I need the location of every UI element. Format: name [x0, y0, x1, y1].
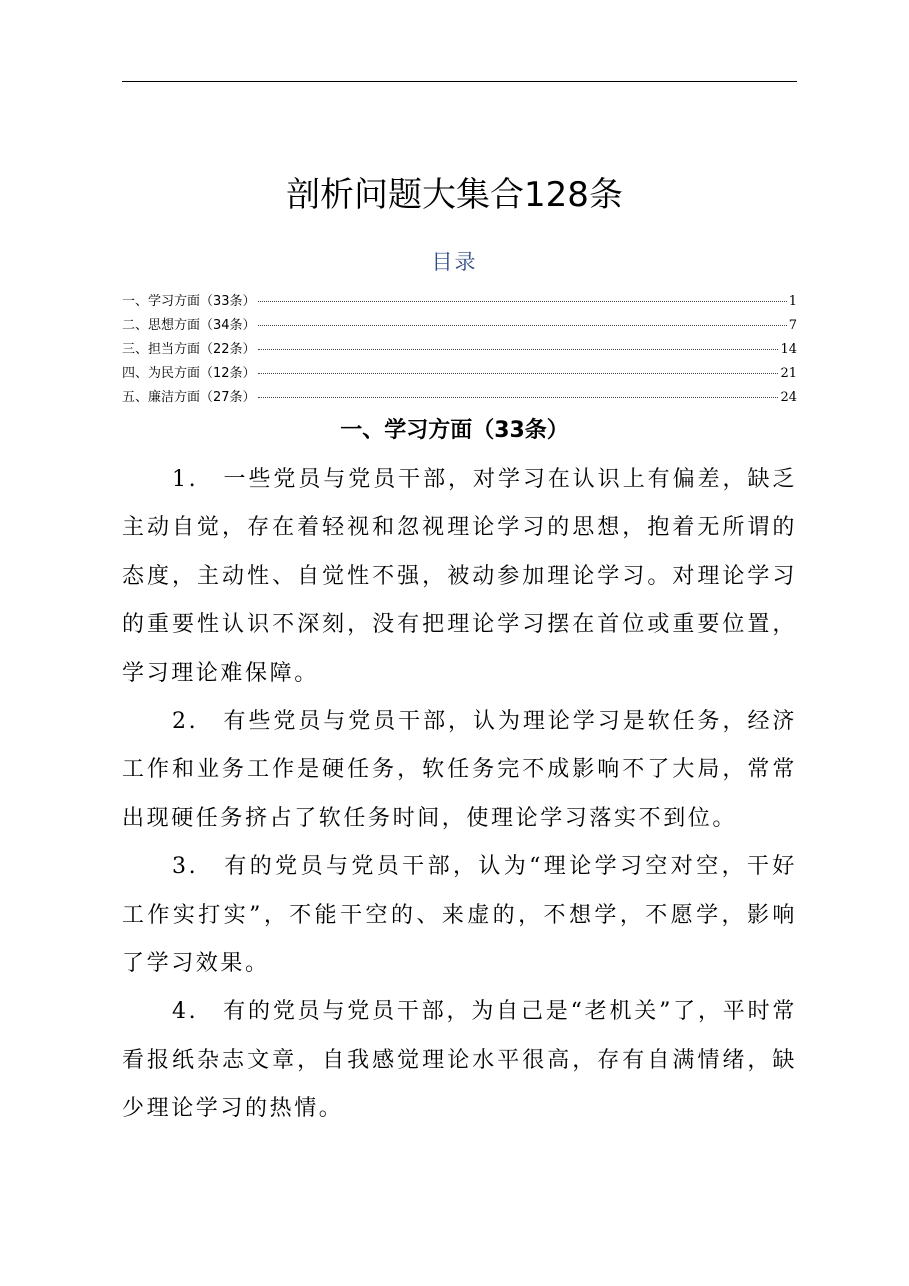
paragraph: 4. 有的党员与党员干部，为自己是“老机关”了，平时常看报纸杂志文章，自我感觉理论水平很高，存有自满情绪，缺少理论学习的热情。	[122, 999, 797, 1122]
toc-heading: 目录	[431, 250, 478, 274]
table-of-contents	[122, 290, 797, 410]
toc-entry[interactable]	[122, 314, 797, 338]
toc-leader-dots	[258, 373, 779, 374]
toc-entry-page: 1	[788, 294, 797, 309]
header-rule	[122, 81, 797, 82]
toc-entry-label: 三、担当方面（22条）	[122, 342, 256, 357]
toc-entry-label: 四、为民方面（12条）	[122, 366, 256, 381]
toc-leader-dots	[258, 349, 779, 350]
document-title: 剖析问题大集合128条	[286, 175, 623, 215]
section-heading: 一、学习方面（33条）	[340, 418, 569, 443]
toc-entry[interactable]	[122, 386, 797, 410]
toc-entry-label: 五、廉洁方面（27条）	[122, 390, 256, 405]
body-text	[122, 456, 797, 1134]
toc-entry-page: 24	[780, 390, 797, 405]
paragraph: 2. 有些党员与党员干部，认为理论学习是软任务，经济工作和业务工作是硬任务，软任务完不成影响不了大局，常常出现硬任务挤占了软任务时间，使理论学习落实不到位。	[122, 709, 797, 831]
paragraph: 3. 有的党员与党员干部，认为“理论学习空对空，干好工作实打实”，不能干空的、来虚的，不想学，不愿学，影响了学习效果。	[122, 854, 797, 977]
toc-entry-page: 21	[780, 366, 797, 381]
toc-entry-label: 二、思想方面（34条）	[122, 318, 256, 333]
toc-entry-page: 7	[788, 318, 797, 333]
toc-entry[interactable]	[122, 338, 797, 362]
toc-entry-label: 一、学习方面（33条）	[122, 294, 256, 309]
toc-leader-dots	[258, 301, 787, 302]
toc-entry[interactable]	[122, 362, 797, 386]
toc-leader-dots	[258, 325, 787, 326]
toc-leader-dots	[258, 397, 779, 398]
paragraph: 1. 一些党员与党员干部，对学习在认识上有偏差，缺乏主动自觉，存在着轻视和忽视理论学习的思想，抱着无所谓的态度，主动性、自觉性不强，被动参加理论学习。对理论学习的重要性认识不深刻，没有把理论学习摆在首位或重要位置，学习理论难保障。	[122, 467, 797, 686]
toc-entry[interactable]	[122, 290, 797, 314]
toc-entry-page: 14	[780, 342, 797, 357]
